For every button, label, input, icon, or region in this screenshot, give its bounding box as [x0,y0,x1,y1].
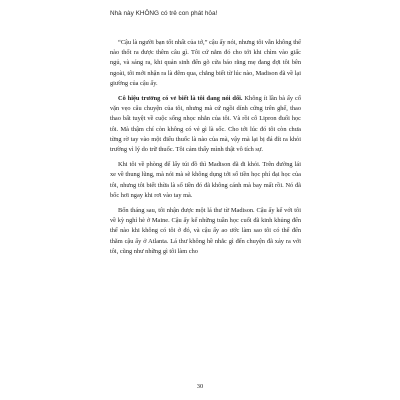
paragraph [110,38,301,89]
running-header: Nhà này KHÔNG có trẻ con phát hỏa! [110,10,218,17]
paragraph-text: “Cậu là người bạn tốt nhất của tớ,” cậu ấy nói, nhưng tôi vẫn không thể nào thốt ra được thêm câu gì. Tôi cứ nằm đó cho tới khi chìm vào giấc ngủ, và sáng ra, khi quản sinh đến gõ cửa báo rằng mẹ đang đợi tôi bên ngoài, tôi mới nhận ra là đêm qua, chẳng biết từ lúc nào, Madison đã về lại giường của cậu ấy. [110,39,301,87]
paragraph [110,206,301,257]
paragraph-text: Bốn tháng sau, tôi nhận được một lá thư từ Madison. Cậu ấy kể với tôi về kỳ nghỉ hè ở Maine. Cậu ấy kể những tuần học cuối đã kinh khủng đến thế nào khi không có tôi ở đó, và cậu ấy ao ước làm sao tôi có thể đến thăm cậu ấy ở Atlanta. Lá thư không hề nhắc gì đến chuyện đã xảy ra với tôi, cũng như những gì tôi làm cho [110,207,301,255]
paragraph [110,160,301,201]
paragraph-text: Khi tôi về phòng để lấy túi đồ thì Madison đã đi khỏi. Trên đường lái xe về thung lũng, mà nói mà sẽ không dụng tới số tiền học phí đại học của tôi, nhưng tôi biết thừa là số tiền đó đã không cánh mà bay mất rồi. Nó đã bốc hơi ngay khi rơi vào tay mà. [110,161,301,199]
page-number: 30 [196,383,204,390]
paragraph-bold-lead: Cô hiệu trưởng có vẻ biết là tôi đang nói dối. [118,95,243,103]
body-text [110,38,301,262]
paragraph [110,94,301,155]
paragraph-text: Không ít lần bà ấy cố vặn vẹo câu chuyện của tôi, nhưng mà cứ ngồi dính cứng trên ghế, thao thao bất tuyệt về cuộc sống nhọc nhằn của tôi. Và rồi cô Lipron đuổi học tôi. Mà thậm chí còn không có vẻ gì là sốc. Cho tới lúc đó tôi còn chưa từng rờ tay vào một điếu thuốc là nào của mà, vậy mà lại bị đá đít ra khỏi trường vì lý do trữ thuốc. Tôi cảm thấy mình thật vô tích sự. [110,95,301,154]
